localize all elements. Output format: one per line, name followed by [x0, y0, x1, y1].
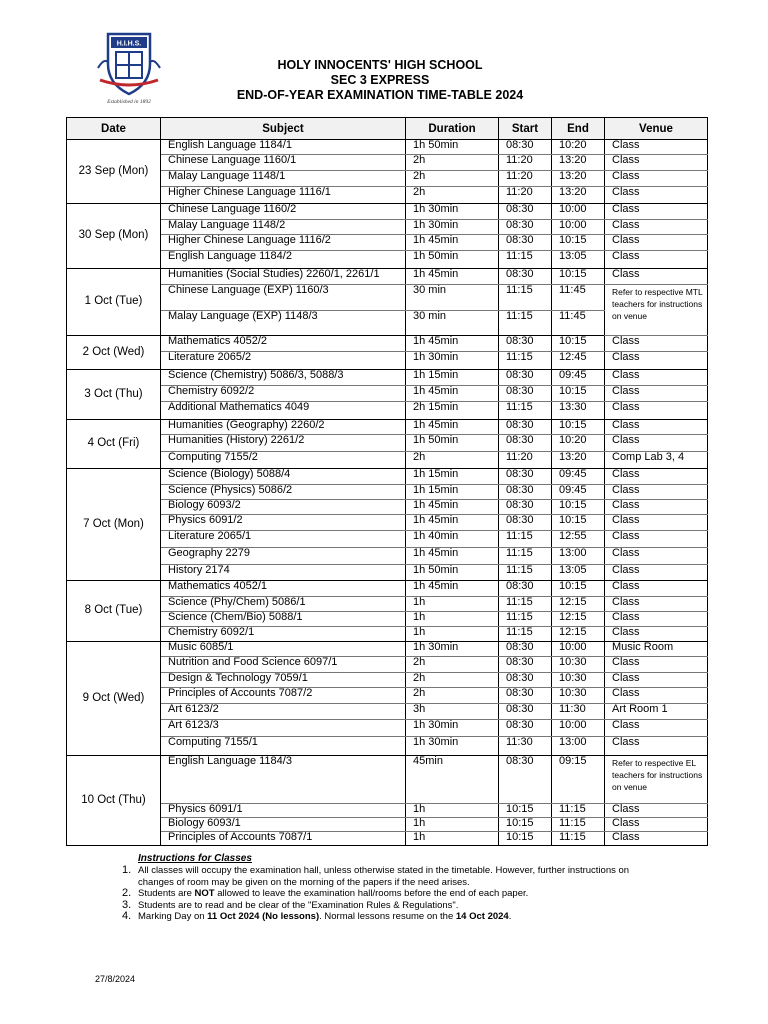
subject-cell: Additional Mathematics 4049	[161, 402, 406, 420]
subject-cell: English Language 1184/1	[161, 140, 406, 155]
venue-cell: Comp Lab 3, 4	[605, 452, 708, 469]
end-cell: 10:30	[552, 657, 605, 673]
duration-cell: 1h 45min	[406, 515, 499, 531]
duration-cell: 30 min	[406, 285, 499, 311]
subject-cell: Art 6123/2	[161, 704, 406, 720]
header-duration: Duration	[406, 118, 499, 140]
svg-text:H.I.H.S.: H.I.H.S.	[116, 40, 142, 48]
table-row	[67, 500, 708, 515]
instruction-item	[122, 887, 658, 900]
subject-cell: Malay Language 1148/2	[161, 220, 406, 235]
end-cell: 13:05	[552, 565, 605, 581]
date-cell: 4 Oct (Fri)	[67, 420, 161, 469]
table-row	[67, 832, 708, 846]
instruction-item	[122, 898, 658, 912]
instruction-number: 3.	[122, 898, 132, 911]
venue-cell: Class	[605, 187, 708, 204]
instruction-item	[122, 910, 658, 923]
table-row	[67, 673, 708, 688]
end-cell: 11:15	[552, 804, 605, 818]
subject-cell: Physics 6091/2	[161, 515, 406, 531]
start-cell: 08:30	[499, 469, 552, 485]
subject-cell: English Language 1184/3	[161, 756, 406, 804]
venue-cell: Class	[605, 548, 708, 565]
start-cell: 08:30	[499, 500, 552, 515]
table-row	[67, 756, 708, 804]
table-row	[67, 171, 708, 187]
instruction-item	[122, 864, 658, 888]
end-cell: 11:15	[552, 818, 605, 832]
duration-cell: 2h	[406, 171, 499, 187]
start-cell: 10:15	[499, 818, 552, 832]
instruction-text: 11 Oct 2024 (No lessons)	[207, 911, 320, 922]
start-cell: 11:15	[499, 251, 552, 269]
start-cell: 11:15	[499, 565, 552, 581]
end-cell: 10:15	[552, 420, 605, 435]
subject-cell: Design & Technology 7059/1	[161, 673, 406, 688]
duration-cell: 1h 45min	[406, 420, 499, 435]
table-row	[67, 818, 708, 832]
venue-cell: Class	[605, 155, 708, 171]
instruction-number: 1.	[122, 864, 132, 876]
school-crest	[94, 28, 164, 108]
start-cell: 11:15	[499, 531, 552, 548]
subject-cell: Higher Chinese Language 1116/1	[161, 187, 406, 204]
start-cell: 08:30	[499, 204, 552, 220]
table-row	[67, 688, 708, 704]
subject-cell: Chinese Language 1160/1	[161, 155, 406, 171]
instruction-number: 2.	[122, 887, 132, 899]
venue-cell: Class	[605, 269, 708, 285]
instruction-text: . Normal lessons resume on the	[319, 911, 456, 922]
end-cell: 10:00	[552, 720, 605, 737]
date-cell: 3 Oct (Thu)	[67, 370, 161, 420]
end-cell: 10:15	[552, 336, 605, 352]
table-row	[67, 704, 708, 720]
duration-cell: 1h	[406, 818, 499, 832]
subject-cell: Physics 6091/1	[161, 804, 406, 818]
date-cell: 23 Sep (Mon)	[67, 140, 161, 204]
table-row	[67, 642, 708, 657]
venue-cell: Class	[605, 235, 708, 251]
start-cell: 08:30	[499, 485, 552, 500]
duration-cell: 1h 45min	[406, 386, 499, 402]
start-cell: 11:15	[499, 612, 552, 627]
instruction-text: Students are to read and be clear of the "Examination Rules & Regulations".	[138, 899, 459, 911]
duration-cell: 2h	[406, 452, 499, 469]
subject-cell: Nutrition and Food Science 6097/1	[161, 657, 406, 673]
header-start: Start	[499, 118, 552, 140]
venue-cell: Class	[605, 500, 708, 515]
table-row	[67, 485, 708, 500]
table-row	[67, 220, 708, 235]
table-row	[67, 657, 708, 673]
level-title: SEC 3 EXPRESS	[330, 73, 430, 87]
start-cell: 08:30	[499, 370, 552, 386]
instruction-text: 14 Oct 2024	[455, 911, 509, 922]
table-row	[67, 612, 708, 627]
start-cell: 08:30	[499, 435, 552, 452]
duration-cell: 1h 45min	[406, 269, 499, 285]
subject-cell: Malay Language 1148/1	[161, 171, 406, 187]
start-cell: 08:30	[499, 140, 552, 155]
table-row	[67, 720, 708, 737]
table-row	[67, 140, 708, 155]
start-cell: 11:15	[499, 597, 552, 612]
duration-cell: 1h 45min	[406, 336, 499, 352]
end-cell: 10:15	[552, 235, 605, 251]
end-cell: 13:30	[552, 402, 605, 420]
end-cell: 13:20	[552, 155, 605, 171]
end-cell: 10:30	[552, 673, 605, 688]
end-cell: 09:45	[552, 485, 605, 500]
table-row	[67, 435, 708, 452]
established-text: Established in 1892	[107, 99, 151, 105]
venue-cell: Class	[605, 469, 708, 485]
subject-cell: Humanities (History) 2261/2	[161, 435, 406, 452]
venue-cell: Refer to respective EL teachers for instructions on venue	[605, 756, 708, 804]
start-cell: 08:30	[499, 220, 552, 235]
instruction-text: NOT	[194, 888, 215, 899]
duration-cell: 1h 30min	[406, 737, 499, 756]
header-end: End	[552, 118, 605, 140]
venue-cell: Art Room 1	[605, 704, 708, 720]
venue-cell: Class	[605, 386, 708, 402]
venue-cell: Class	[605, 737, 708, 756]
table-row	[67, 515, 708, 531]
start-cell: 11:15	[499, 402, 552, 420]
duration-cell: 2h	[406, 155, 499, 171]
end-cell: 10:20	[552, 435, 605, 452]
school-name: HOLY INNOCENTS' HIGH SCHOOL	[277, 58, 483, 72]
venue-cell: Class	[605, 581, 708, 597]
duration-cell: 1h 45min	[406, 548, 499, 565]
end-cell: 10:15	[552, 581, 605, 597]
date-cell: 1 Oct (Tue)	[67, 269, 161, 336]
date-cell: 2 Oct (Wed)	[67, 336, 161, 370]
start-cell: 11:20	[499, 155, 552, 171]
venue-cell: Class	[605, 565, 708, 581]
duration-cell: 3h	[406, 704, 499, 720]
end-cell: 10:20	[552, 140, 605, 155]
subject-cell: Science (Chemistry) 5086/3, 5088/3	[161, 370, 406, 386]
table-row	[67, 336, 708, 352]
start-cell: 08:30	[499, 515, 552, 531]
start-cell: 08:30	[499, 688, 552, 704]
end-cell: 09:15	[552, 756, 605, 804]
subject-cell: Science (Biology) 5088/4	[161, 469, 406, 485]
end-cell: 10:15	[552, 515, 605, 531]
end-cell: 10:00	[552, 204, 605, 220]
duration-cell: 2h	[406, 657, 499, 673]
table-row	[67, 420, 708, 435]
venue-cell: Class	[605, 657, 708, 673]
subject-cell: Chemistry 6092/1	[161, 627, 406, 642]
duration-cell: 1h 50min	[406, 140, 499, 155]
duration-cell: 1h	[406, 627, 499, 642]
timetable-title: END-OF-YEAR EXAMINATION TIME-TABLE 2024	[236, 88, 524, 102]
start-cell: 08:30	[499, 704, 552, 720]
subject-cell: Mathematics 4052/2	[161, 336, 406, 352]
table-row	[67, 285, 708, 311]
table-row	[67, 204, 708, 220]
start-cell: 08:30	[499, 420, 552, 435]
subject-cell: Biology 6093/1	[161, 818, 406, 832]
duration-cell: 1h 30min	[406, 720, 499, 737]
start-cell: 08:30	[499, 673, 552, 688]
instruction-text: All classes will occupy the examination hall, unless otherwise stated in the timetable. However, further instructions on changes of room may be given on the morning of the papers if the need arises.	[138, 865, 630, 888]
instructions-title: Instructions for Classes	[138, 853, 252, 864]
footer-date: 27/8/2024	[95, 974, 136, 984]
end-cell: 09:45	[552, 469, 605, 485]
table-row	[67, 737, 708, 756]
instructions-list	[122, 864, 658, 923]
subject-cell: Principles of Accounts 7087/2	[161, 688, 406, 704]
header-subject: Subject	[161, 118, 406, 140]
start-cell: 08:30	[499, 642, 552, 657]
venue-cell: Class	[605, 832, 708, 846]
start-cell: 08:30	[499, 720, 552, 737]
duration-cell: 2h	[406, 688, 499, 704]
venue-cell: Class	[605, 251, 708, 269]
end-cell: 10:15	[552, 386, 605, 402]
subject-cell: Chinese Language (EXP) 1160/3	[161, 285, 406, 311]
end-cell: 13:20	[552, 187, 605, 204]
duration-cell: 1h 30min	[406, 352, 499, 370]
table-row	[67, 627, 708, 642]
subject-cell: History 2174	[161, 565, 406, 581]
instruction-text: Marking Day on	[138, 911, 208, 922]
subject-cell: Biology 6093/2	[161, 500, 406, 515]
table-body	[67, 140, 708, 846]
table-row	[67, 352, 708, 370]
end-cell: 11:45	[552, 311, 605, 336]
table-row	[67, 402, 708, 420]
venue-cell: Class	[605, 818, 708, 832]
duration-cell: 1h 15min	[406, 370, 499, 386]
duration-cell: 1h 30min	[406, 642, 499, 657]
subject-cell: Humanities (Social Studies) 2260/1, 2261/1	[161, 269, 406, 285]
subject-cell: Humanities (Geography) 2260/2	[161, 420, 406, 435]
end-cell: 13:20	[552, 452, 605, 469]
venue-cell: Class	[605, 336, 708, 352]
venue-cell: Class	[605, 531, 708, 548]
venue-cell: Class	[605, 720, 708, 737]
table-row	[67, 565, 708, 581]
start-cell: 08:30	[499, 657, 552, 673]
instruction-text: Students are	[138, 888, 195, 899]
end-cell: 11:30	[552, 704, 605, 720]
table-row	[67, 548, 708, 565]
end-cell: 10:15	[552, 500, 605, 515]
table-row	[67, 452, 708, 469]
duration-cell: 1h	[406, 804, 499, 818]
venue-cell: Class	[605, 370, 708, 386]
header-date: Date	[67, 118, 161, 140]
duration-cell: 30 min	[406, 311, 499, 336]
start-cell: 08:30	[499, 235, 552, 251]
instruction-text: allowed to leave the examination hall/rooms before the end of each paper.	[214, 888, 529, 899]
venue-cell: Class	[605, 352, 708, 370]
exam-timetable	[66, 117, 708, 846]
venue-cell: Class	[605, 220, 708, 235]
venue-cell: Class	[605, 804, 708, 818]
end-cell: 10:15	[552, 269, 605, 285]
instruction-number: 4.	[122, 910, 132, 922]
subject-cell: Chinese Language 1160/2	[161, 204, 406, 220]
venue-cell: Class	[605, 612, 708, 627]
duration-cell: 1h 45min	[406, 500, 499, 515]
table-row	[67, 804, 708, 818]
instructions	[122, 853, 658, 923]
duration-cell: 1h	[406, 597, 499, 612]
table-row	[67, 370, 708, 386]
start-cell: 10:15	[499, 832, 552, 846]
start-cell: 11:15	[499, 352, 552, 370]
end-cell: 10:00	[552, 220, 605, 235]
venue-cell: Class	[605, 204, 708, 220]
end-cell: 12:15	[552, 612, 605, 627]
venue-cell: Class	[605, 171, 708, 187]
table-row	[67, 469, 708, 485]
table-row	[67, 235, 708, 251]
subject-cell: Literature 2065/1	[161, 531, 406, 548]
end-cell: 09:45	[552, 370, 605, 386]
instruction-text: .	[508, 911, 512, 922]
end-cell: 11:15	[552, 832, 605, 846]
venue-cell: Class	[605, 435, 708, 452]
subject-cell: English Language 1184/2	[161, 251, 406, 269]
subject-cell: Chemistry 6092/2	[161, 386, 406, 402]
start-cell: 11:15	[499, 627, 552, 642]
subject-cell: Geography 2279	[161, 548, 406, 565]
date-cell: 7 Oct (Mon)	[67, 469, 161, 581]
duration-cell: 1h 15min	[406, 469, 499, 485]
date-cell: 10 Oct (Thu)	[67, 756, 161, 846]
duration-cell: 2h 15min	[406, 402, 499, 420]
venue-cell: Class	[605, 673, 708, 688]
table-row	[67, 269, 708, 285]
venue-cell: Class	[605, 515, 708, 531]
start-cell: 11:15	[499, 548, 552, 565]
end-cell: 13:20	[552, 171, 605, 187]
subject-cell: Malay Language (EXP) 1148/3	[161, 311, 406, 336]
duration-cell: 2h	[406, 187, 499, 204]
venue-cell: Music Room	[605, 642, 708, 657]
table-row	[67, 251, 708, 269]
duration-cell: 1h 50min	[406, 565, 499, 581]
start-cell: 11:30	[499, 737, 552, 756]
end-cell: 13:00	[552, 737, 605, 756]
table-header-row	[67, 118, 708, 140]
table-row	[67, 187, 708, 204]
venue-cell: Class	[605, 597, 708, 612]
subject-cell: Principles of Accounts 7087/1	[161, 832, 406, 846]
venue-cell: Class	[605, 420, 708, 435]
start-cell: 08:30	[499, 269, 552, 285]
start-cell: 08:30	[499, 386, 552, 402]
subject-cell: Computing 7155/1	[161, 737, 406, 756]
duration-cell: 1h 45min	[406, 235, 499, 251]
end-cell: 13:05	[552, 251, 605, 269]
duration-cell: 1h 50min	[406, 251, 499, 269]
date-cell: 9 Oct (Wed)	[67, 642, 161, 756]
subject-cell: Art 6123/3	[161, 720, 406, 737]
start-cell: 08:30	[499, 336, 552, 352]
start-cell: 10:15	[499, 804, 552, 818]
table-row	[67, 581, 708, 597]
venue-cell: Class	[605, 402, 708, 420]
date-cell: 8 Oct (Tue)	[67, 581, 161, 642]
shield-icon	[94, 28, 164, 98]
date-cell: 30 Sep (Mon)	[67, 204, 161, 269]
end-cell: 12:15	[552, 627, 605, 642]
duration-cell: 1h 15min	[406, 485, 499, 500]
duration-cell: 1h 50min	[406, 435, 499, 452]
subject-cell: Literature 2065/2	[161, 352, 406, 370]
start-cell: 08:30	[499, 581, 552, 597]
subject-cell: Science (Phy/Chem) 5086/1	[161, 597, 406, 612]
duration-cell: 1h 40min	[406, 531, 499, 548]
table-row	[67, 155, 708, 171]
end-cell: 13:00	[552, 548, 605, 565]
subject-cell: Higher Chinese Language 1116/2	[161, 235, 406, 251]
venue-cell: Class	[605, 140, 708, 155]
end-cell: 12:15	[552, 597, 605, 612]
subject-cell: Science (Physics) 5086/2	[161, 485, 406, 500]
duration-cell: 1h 45min	[406, 581, 499, 597]
header-venue: Venue	[605, 118, 708, 140]
duration-cell: 1h 30min	[406, 204, 499, 220]
end-cell: 10:30	[552, 688, 605, 704]
venue-cell: Refer to respective MTL teachers for instructions on venue	[605, 285, 708, 336]
start-cell: 11:20	[499, 452, 552, 469]
start-cell: 11:20	[499, 171, 552, 187]
subject-cell: Mathematics 4052/1	[161, 581, 406, 597]
subject-cell: Computing 7155/2	[161, 452, 406, 469]
end-cell: 12:55	[552, 531, 605, 548]
venue-cell: Class	[605, 485, 708, 500]
subject-cell: Science (Chem/Bio) 5088/1	[161, 612, 406, 627]
table-row	[67, 531, 708, 548]
venue-cell: Class	[605, 688, 708, 704]
start-cell: 08:30	[499, 756, 552, 804]
duration-cell: 1h 30min	[406, 220, 499, 235]
start-cell: 11:15	[499, 285, 552, 311]
end-cell: 10:00	[552, 642, 605, 657]
duration-cell: 45min	[406, 756, 499, 804]
table-row	[67, 386, 708, 402]
duration-cell: 1h	[406, 832, 499, 846]
end-cell: 11:45	[552, 285, 605, 311]
table-row	[67, 597, 708, 612]
end-cell: 12:45	[552, 352, 605, 370]
subject-cell: Music 6085/1	[161, 642, 406, 657]
start-cell: 11:20	[499, 187, 552, 204]
duration-cell: 2h	[406, 673, 499, 688]
duration-cell: 1h	[406, 612, 499, 627]
start-cell: 11:15	[499, 311, 552, 336]
venue-cell: Class	[605, 627, 708, 642]
